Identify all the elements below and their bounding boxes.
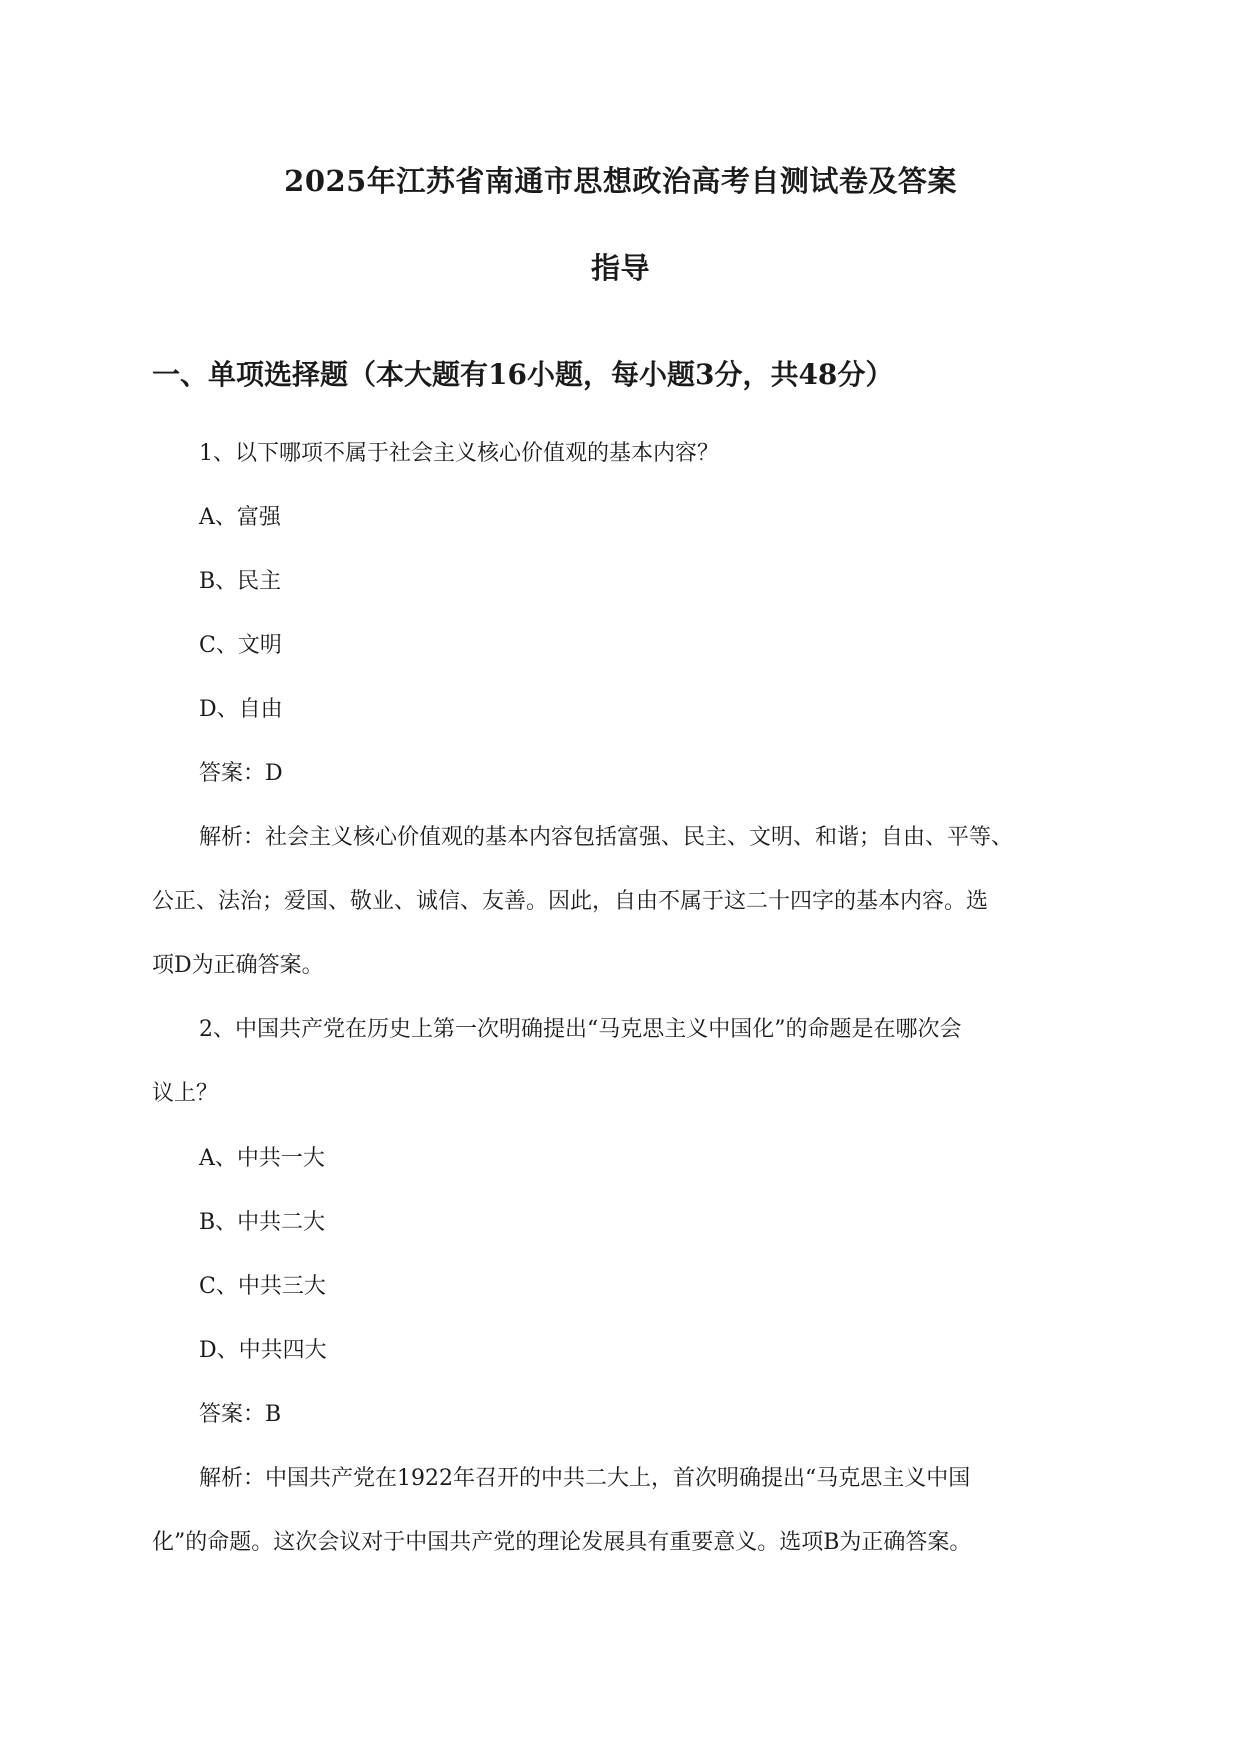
- question-1-option-d: D、自由: [199, 697, 283, 722]
- question-1-option-b: B、民主: [199, 569, 282, 594]
- question-2-answer: 答案：B: [199, 1402, 282, 1427]
- question-1-analysis-line-1: 解析：社会主义核心价值观的基本内容包括富强、民主、文明、和谐；自由、平等、: [199, 825, 1014, 850]
- question-2-stem-line-2: 议上？: [152, 1081, 219, 1106]
- question-1-answer: 答案：D: [199, 761, 283, 786]
- section-heading: 一、单项选择题（本大题有16小题，每小题3分，共48分）: [152, 358, 894, 391]
- question-2-option-b: B、中共二大: [199, 1210, 326, 1235]
- question-2-analysis-line-2: 化”的命题。这次会议对于中国共产党的理论发展具有重要意义。选项B为正确答案。: [152, 1530, 972, 1555]
- question-1-analysis-line-2: 公正、法治；爱国、敬业、诚信、友善。因此，自由不属于这二十四字的基本内容。选: [152, 889, 989, 914]
- question-2-analysis-line-1: 解析：中国共产党在1922年召开的中共二大上，首次明确提出“马克思主义中国: [199, 1466, 971, 1491]
- question-2-option-c: C、中共三大: [199, 1274, 326, 1299]
- question-2-option-d: D、中共四大: [199, 1338, 327, 1363]
- question-2-stem-line-1: 2、中国共产党在历史上第一次明确提出“马克思主义中国化”的命题是在哪次会: [199, 1017, 962, 1042]
- question-2-option-a: A、中共一大: [199, 1146, 325, 1171]
- question-1-option-a: A、富强: [199, 505, 281, 530]
- document-title-continued: 指导: [590, 251, 650, 285]
- document-title: 2025年江苏省南通市思想政治高考自测试卷及答案: [284, 164, 957, 198]
- question-1-analysis-line-3: 项D为正确答案。: [152, 953, 324, 978]
- question-1-stem: 1、以下哪项不属于社会主义核心价值观的基本内容？: [199, 441, 719, 466]
- question-1-option-c: C、文明: [199, 633, 282, 658]
